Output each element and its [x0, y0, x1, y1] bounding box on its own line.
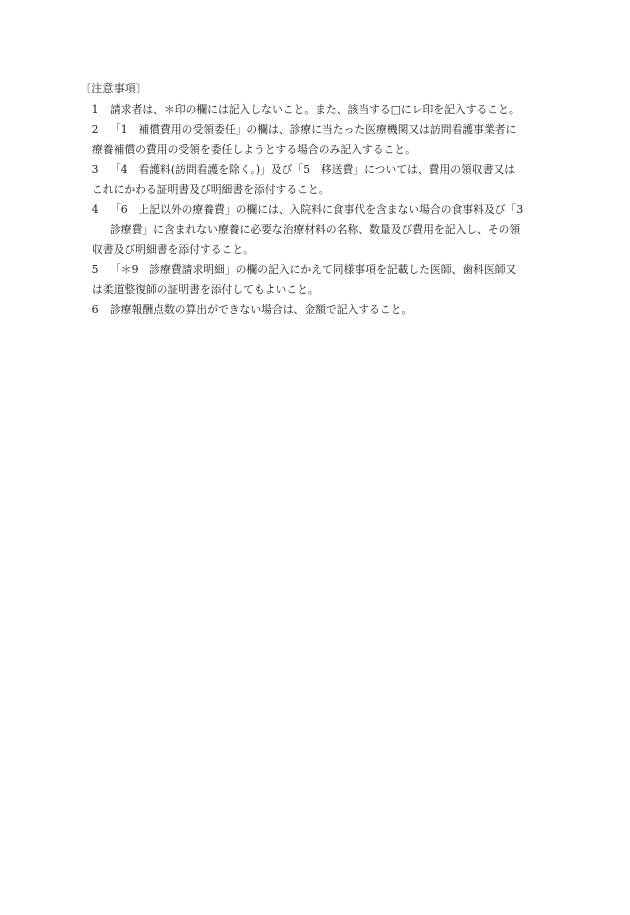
notes-heading: 〔注意事項〕	[80, 82, 148, 95]
note-number: 1	[91, 103, 99, 116]
notes-section	[80, 82, 560, 320]
note-item-2	[80, 120, 560, 160]
note-text-line: 「4 看護料(訪問看護を除く。)」及び「5 移送費」については、費用の領収書又は	[110, 163, 516, 176]
note-text-line: 療養補償の費用の受領を委任しようとする場合のみ記入すること。	[92, 143, 416, 156]
note-text-line: 「1 補償費用の受領委任」の欄は、診療に当たった医療機関又は訪問看護事業者に	[110, 123, 517, 136]
note-number: 4	[91, 203, 99, 216]
note-number: 5	[91, 263, 99, 276]
note-text-line: 診療報酬点数の算出ができない場合は、金額で記入すること。	[110, 303, 413, 316]
note-text-line: 「＊9 診療費請求明細」の欄の記入にかえて同様事項を記載した医師、歯科医師又	[110, 263, 517, 276]
note-text-line: 診療費」に含まれない療養に必要な治療材料の名称、数量及び費用を記入し、その領	[110, 223, 521, 236]
note-text-line: 収書及び明細書を添付すること。	[92, 243, 254, 256]
note-item-1	[80, 100, 560, 120]
note-item-3	[80, 160, 560, 200]
note-text-line: これにかわる証明書及び明細書を添付すること。	[92, 183, 330, 196]
note-number: 2	[91, 123, 99, 136]
note-item-5	[80, 260, 560, 300]
note-text-line: は柔道整復師の証明書を添付してもよいこと。	[92, 283, 319, 296]
note-item-6	[80, 300, 560, 320]
note-text-line: 請求者は、＊印の欄には記入しないこと。また、該当する□にレ印を記入すること。	[110, 103, 520, 116]
note-text-line: 「6 上記以外の療養費」の欄には、入院料に食事代を含まない場合の食事料及び「3	[110, 203, 524, 216]
note-item-4	[80, 200, 560, 260]
note-number: 6	[91, 303, 99, 316]
note-number: 3	[91, 163, 99, 176]
